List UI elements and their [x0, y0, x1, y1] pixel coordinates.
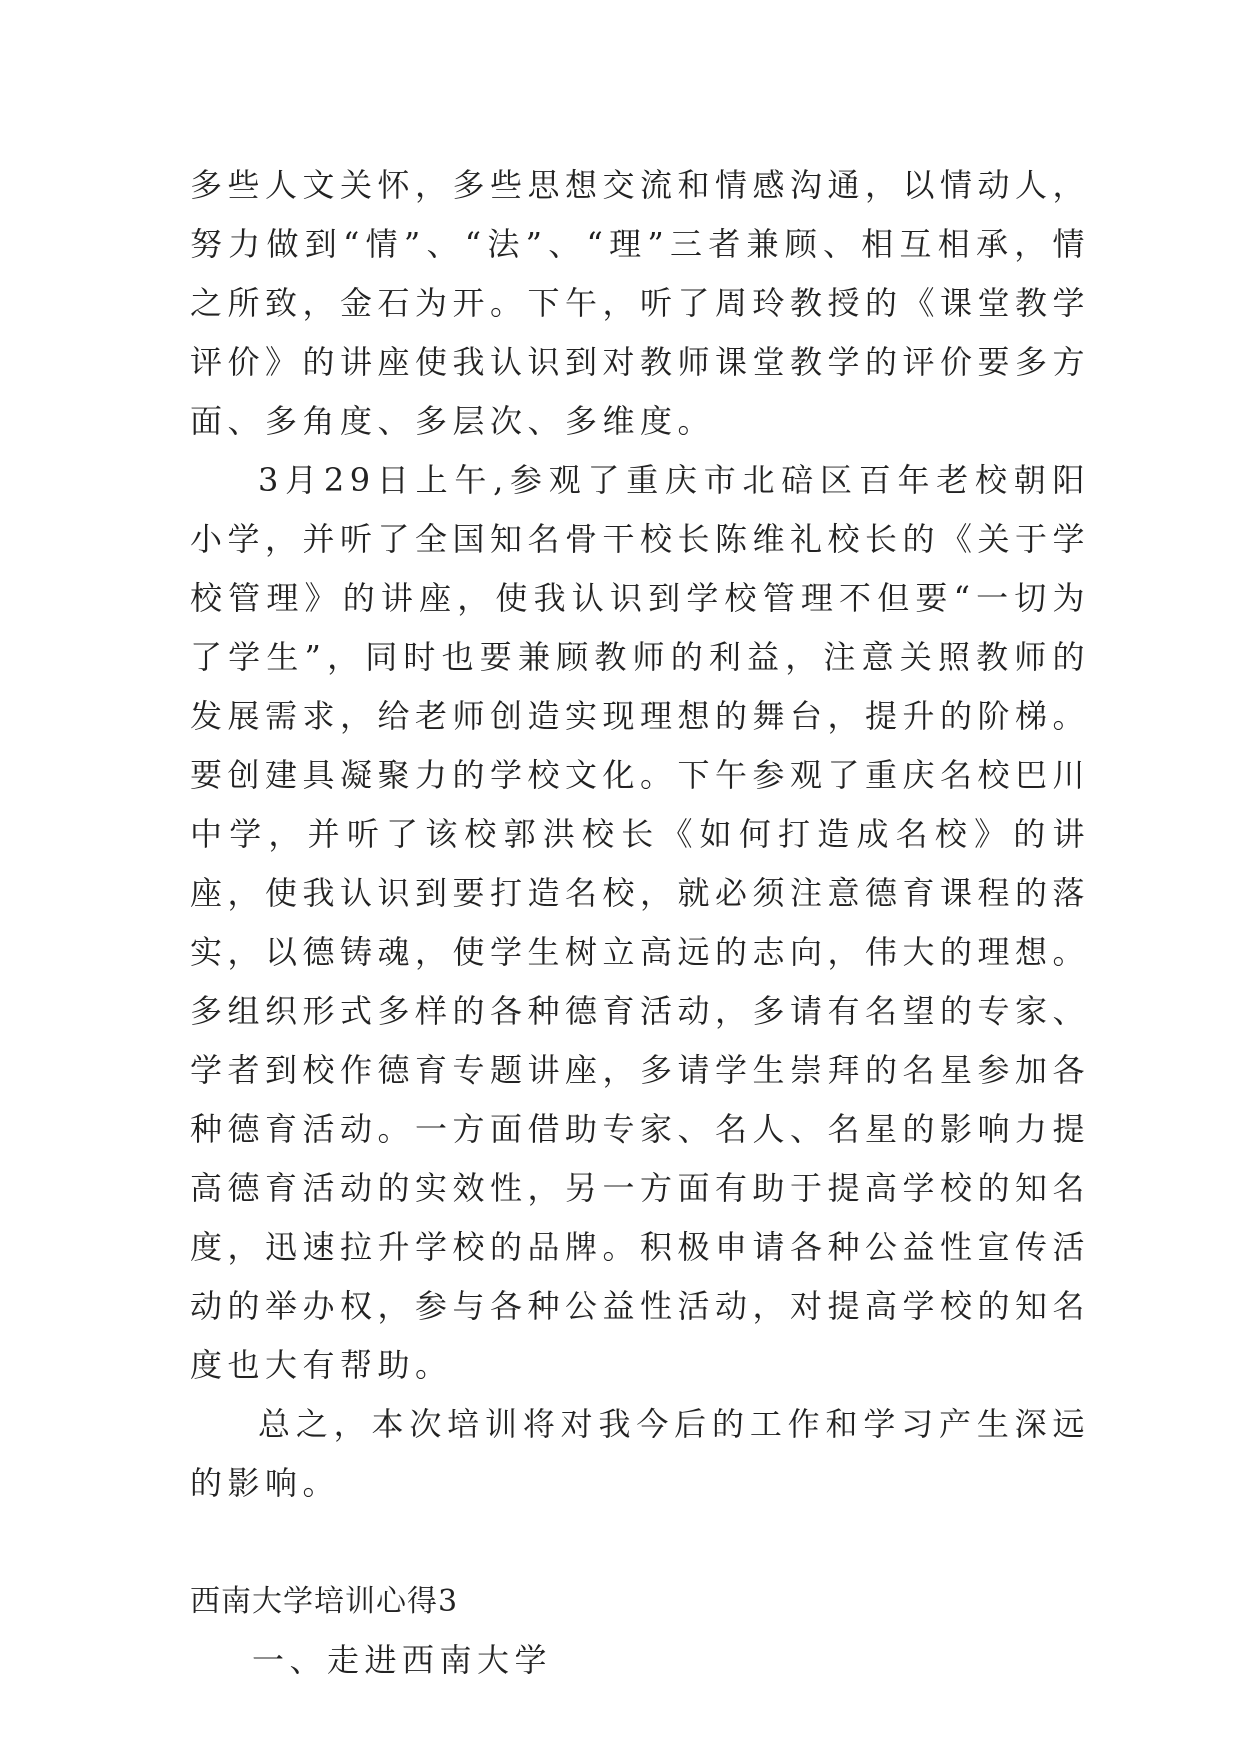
- section-spacer: [190, 1513, 1090, 1572]
- paragraph-continued: 多些人文关怀，多些思想交流和情感沟通，以情动人，努力做到“情”、“法”、“理”三者兼顾、相互相承，情之所致，金石为开。下午，听了周玲教授的《课堂教学评价》的讲座使我认识到对教师课堂教学的评价要多方面、多角度、多层次、多维度。: [190, 166, 1091, 440]
- paragraph-conclusion: 总之，本次培训将对我今后的工作和学习产生深远的影响。: [190, 1405, 1090, 1502]
- document-body: [190, 156, 1090, 1690]
- paragraph-march-29: 3月29日上午,参观了重庆市北碚区百年老校朝阳小学，并听了全国知名骨干校长陈维礼校长的《关于学校管理》的讲座，使我认识到学校管理不但要“一切为了学生”，同时也要兼顾教师的利益，注意关照教师的发展需求，给老师创造实现理想的舞台，提升的阶梯。要创建具凝聚力的学校文化。下午参观了重庆名校巴川中学，并听了该校郭洪校长《如何打造成名校》的讲座，使我认识到要打造名校，就必须注意德育课程的落实，以德铸魂，使学生树立高远的志向，伟大的理想。多组织形式多样的各种德育活动，多请有名望的专家、学者到校作德育专题讲座，多请学生崇拜的名星参加各种德育活动。一方面借助专家、名人、名星的影响力提高德育活动的实效性，另一方面有助于提高学校的知名度，迅速拉升学校的品牌。积极申请各种公益性宣传活动的举办权，参与各种公益性活动，对提高学校的知名度也大有帮助。: [190, 461, 1091, 1384]
- sub-heading: 一、走进西南大学: [252, 1641, 553, 1679]
- section-title: 西南大学培训心得3: [190, 1584, 459, 1619]
